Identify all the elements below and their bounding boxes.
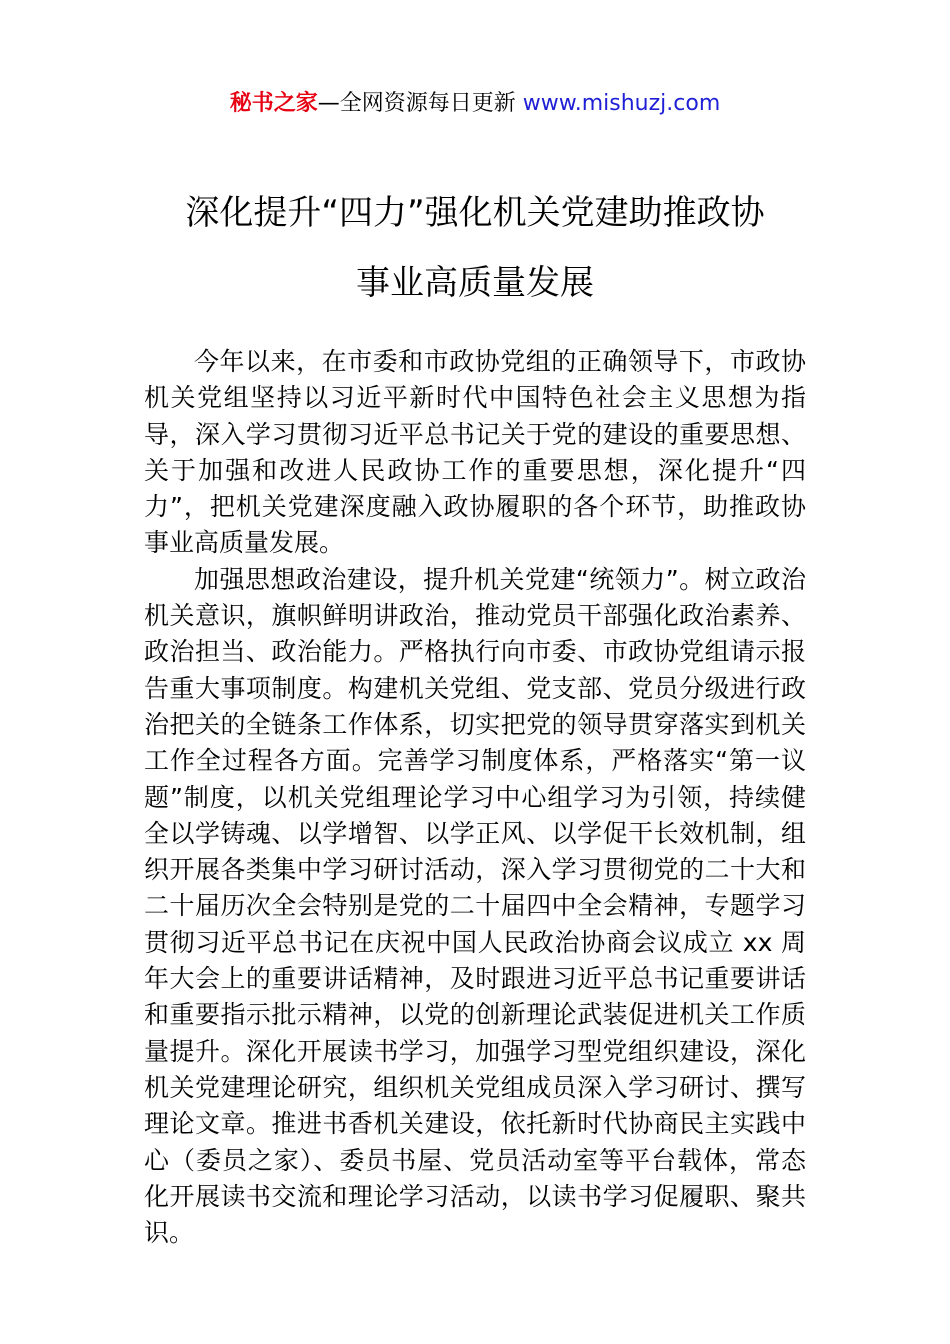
title-line-2: 事业高质量发展	[356, 263, 594, 303]
title-line-1: 深化提升“四力”强化机关党建助推政协	[185, 193, 765, 233]
document-body	[144, 344, 806, 1251]
site-header	[0, 86, 950, 122]
header-tagline: —全网资源每日更新	[317, 91, 523, 116]
body-paragraph-2: 加强思想政治建设，提升机关党建“统领力”。树立政治机关意识，旗帜鲜明讲政治，推动党员干部强化政治素养、政治担当、政治能力。严格执行向市委、市政协党组请示报告重大事项制度。构建机关党组、党支部、党员分级进行政治把关的全链条工作体系，切实把党的领导贯穿落实到机关工作全过程各方面。完善学习制度体系，严格落实“第一议题”制度，以机关党组理论学习中心组学习为引领，持续健全以学铸魂、以学增智、以学正风、以学促干长效机制，组织开展各类集中学习研讨活动，深入学习贯彻党的二十大和二十届历次全会特别是党的二十届四中全会精神，专题学习贯彻习近平总书记在庆祝中国人民政治协商会议成立 xx 周年大会上的重要讲话精神，及时跟进习近平总书记重要讲话和重要指示批示精神，以党的创新理论武装促进机关工作质量提升。深化开展读书学习，加强学习型党组织建设，深化机关党建理论研究，组织机关党组成员深入学习研讨、撰写理论文章。推进书香机关建设，依托新时代协商民主实践中心（委员之家）、委员书屋、党员活动室等平台载体，常态化开展读书交流和理论学习活动，以读书学习促履职、聚共识。	[144, 564, 806, 1248]
site-url-link[interactable]: www.mishuzj.com	[522, 91, 721, 116]
document-title	[120, 178, 830, 318]
body-paragraph-1: 今年以来，在市委和市政协党组的正确领导下，市政协机关党组坚持以习近平新时代中国特色社会主义思想为指导，深入学习贯彻习近平总书记关于党的建设的重要思想、关于加强和改进人民政协工作的重要思想，深化提升“四力”，把机关党建深度融入政协履职的各个环节，助推政协事业高质量发展。	[144, 347, 806, 558]
brand-name: 秘书之家	[229, 91, 318, 116]
